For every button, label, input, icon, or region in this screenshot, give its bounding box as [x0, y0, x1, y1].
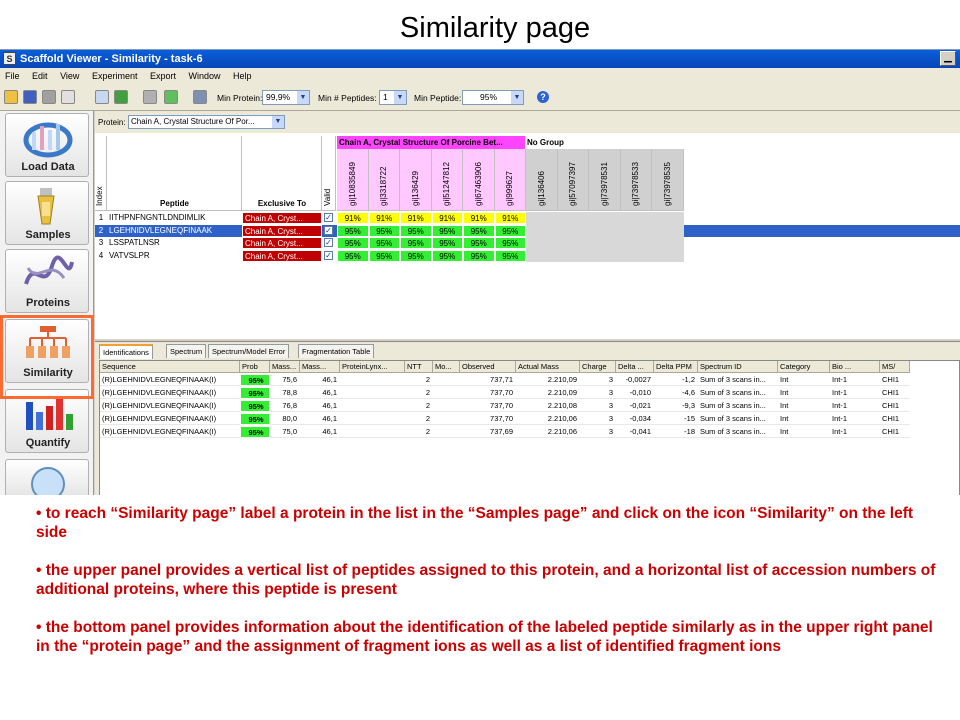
empty-column-fill: [652, 212, 684, 262]
table-cell: -0,010: [616, 387, 654, 399]
column-header[interactable]: Charge: [580, 361, 616, 373]
accession-header[interactable]: gi|51247812: [432, 149, 464, 211]
valid-header[interactable]: Valid: [322, 136, 336, 211]
bio-icon[interactable]: [143, 90, 157, 104]
empty-column-fill: [621, 212, 653, 262]
table-cell: 46,1: [300, 387, 340, 399]
table-cell: Sum of 3 scans in...: [698, 426, 778, 438]
table-cell: 737,71: [460, 374, 516, 386]
chevron-down-icon: ▼: [297, 91, 309, 104]
table-cell: Sum of 3 scans in...: [698, 387, 778, 399]
samples-icon: [20, 186, 76, 226]
tab-fragmentation-table[interactable]: Fragmentation Table: [298, 344, 374, 358]
nav-proteins[interactable]: [5, 249, 89, 313]
peptide-sequence: LGEHNIDVLEGNEQFINAAK: [109, 225, 213, 235]
save-icon[interactable]: [23, 90, 37, 104]
table-cell: Int-1: [830, 374, 880, 386]
similarity-percent-cell: 91%: [463, 212, 495, 224]
table-cell: 2.210,08: [516, 400, 580, 412]
column-header[interactable]: Mo...: [433, 361, 460, 373]
similarity-percent-cell: 95%: [495, 237, 527, 249]
column-header[interactable]: NTT: [405, 361, 433, 373]
empty-column-fill: [589, 212, 621, 262]
table-cell: [433, 374, 460, 386]
table-cell: 46,1: [300, 374, 340, 386]
menu-experiment[interactable]: Experiment: [91, 71, 138, 81]
probability-cell: 95%: [240, 426, 270, 438]
table-cell: Int: [778, 387, 830, 399]
min-protein-value: 99,9%: [266, 92, 291, 102]
table-cell: 78,8: [270, 387, 300, 399]
menu-edit[interactable]: Edit: [32, 71, 48, 81]
similarity-percent-cell: 95%: [432, 225, 464, 237]
identifications-table: [99, 360, 960, 495]
column-header[interactable]: Mass...: [300, 361, 340, 373]
slide-notes: [36, 504, 936, 675]
window-titlebar: [0, 50, 960, 68]
table-cell: -1,2: [654, 374, 698, 386]
min-peptides-value: 1: [383, 92, 388, 102]
table-cell: 2: [405, 374, 433, 386]
nav-label: Similarity: [23, 367, 73, 379]
table-cell: 3: [580, 387, 616, 399]
table-cell: Int-1: [830, 400, 880, 412]
similarity-percent-cell: 91%: [432, 212, 464, 224]
table-cell: Sum of 3 scans in...: [698, 400, 778, 412]
no-group-header: No Group: [525, 136, 684, 149]
similarity-percent-cell: 95%: [463, 225, 495, 237]
min-protein-select[interactable]: [262, 90, 310, 105]
table-cell: -15: [654, 413, 698, 425]
nav-label: Quantify: [25, 437, 71, 449]
accession-header[interactable]: gi|57097397: [558, 149, 590, 211]
left-nav: [0, 111, 94, 495]
chevron-down-icon: ▼: [272, 116, 284, 128]
table-cell: [340, 374, 405, 386]
column-header[interactable]: Actual Mass: [516, 361, 580, 373]
exclusive-to-cell: Chain A, Cryst...: [242, 250, 322, 262]
similarity-percent-cell: 95%: [495, 225, 527, 237]
menubar: [0, 68, 960, 85]
similarity-percent-cell: 95%: [369, 237, 401, 249]
table-row[interactable]: [100, 387, 960, 399]
accession-header[interactable]: gi|73978533: [621, 149, 653, 211]
ms-icon[interactable]: [164, 90, 178, 104]
settings-icon[interactable]: [61, 90, 75, 104]
note-item: • to reach “Similarity page” label a protein in the list in the “Samples page” and click on the icon “Similarity” on the left side: [36, 505, 914, 541]
menu-view[interactable]: View: [60, 71, 80, 81]
table-cell: 46,1: [300, 413, 340, 425]
table-cell: -0,021: [616, 400, 654, 412]
similarity-percent-cell: 95%: [337, 250, 369, 262]
table-cell: 737,69: [460, 426, 516, 438]
probability-cell: 95%: [240, 387, 270, 399]
chart-icon[interactable]: [193, 90, 207, 104]
table-cell: CHI1: [880, 413, 910, 425]
protein-selector-row: [95, 111, 960, 133]
proteins-icon: [20, 254, 76, 294]
similarity-percent-cell: 95%: [400, 237, 432, 249]
protein-label: Protein:: [98, 118, 126, 127]
valid-checkbox[interactable]: ✓: [325, 250, 332, 260]
table-cell: (R)LGEHNIDVLEGNEQFINAAK(I): [100, 374, 240, 386]
similarity-percent-cell: 95%: [369, 250, 401, 262]
accession-header[interactable]: gi|136429: [400, 149, 432, 211]
similarity-percent-cell: 91%: [495, 212, 527, 224]
row-index: 1: [98, 213, 104, 222]
exclusive-to-header[interactable]: Exclusive To: [242, 136, 322, 211]
table-cell: -0,0027: [616, 374, 654, 386]
table-cell: 2: [405, 387, 433, 399]
protein-select[interactable]: [128, 115, 285, 129]
table-cell: [433, 400, 460, 412]
valid-checkbox[interactable]: ✓: [325, 213, 332, 222]
table-cell: 2.210,09: [516, 387, 580, 399]
table-row[interactable]: [100, 374, 960, 386]
column-header[interactable]: MS/: [880, 361, 910, 373]
table-cell: 2.210,09: [516, 374, 580, 386]
table-cell: 3: [580, 413, 616, 425]
min-peptide-value: 95%: [480, 92, 498, 102]
column-header[interactable]: Observed: [460, 361, 516, 373]
table-cell: [433, 413, 460, 425]
identification-panel: [95, 342, 960, 495]
table-row[interactable]: [100, 400, 960, 412]
peptide-header[interactable]: Peptide: [107, 136, 242, 211]
app-icon: S: [3, 52, 16, 65]
table-cell: 2: [405, 400, 433, 412]
table-cell: (R)LGEHNIDVLEGNEQFINAAK(I): [100, 400, 240, 412]
accession-header[interactable]: gi|999627: [495, 149, 527, 211]
table-cell: -0,034: [616, 413, 654, 425]
table-cell: Int: [778, 426, 830, 438]
peptide-sequence: VATVSLPR: [109, 250, 150, 260]
similarity-percent-cell: 91%: [337, 212, 369, 224]
accession-header[interactable]: gi|136406: [526, 149, 558, 211]
table-cell: 75,6: [270, 374, 300, 386]
accession-header[interactable]: gi|10835849: [337, 149, 369, 211]
load-data-icon: [20, 118, 76, 158]
similarity-percent-cell: 95%: [369, 225, 401, 237]
globe-icon: [20, 464, 76, 495]
table-cell: Sum of 3 scans in...: [698, 374, 778, 386]
table-cell: CHI1: [880, 426, 910, 438]
column-header[interactable]: Delta PPM: [654, 361, 698, 373]
similarity-percent-cell: 95%: [400, 250, 432, 262]
toolbar: [0, 85, 960, 111]
empty-column-fill: [558, 212, 590, 262]
copy-icon[interactable]: [95, 90, 109, 104]
minimize-button[interactable]: ▁: [940, 51, 956, 66]
tab-spectrum-model-error[interactable]: Spectrum/Model Error: [208, 344, 289, 358]
min-peptide-label: Min Peptide:: [414, 93, 462, 103]
menu-export[interactable]: Export: [149, 71, 176, 81]
column-header[interactable]: Sequence: [100, 361, 240, 373]
peptide-similarity-panel: [95, 111, 960, 338]
table-cell: [433, 387, 460, 399]
table-cell: 737,70: [460, 400, 516, 412]
table-cell: 737,70: [460, 387, 516, 399]
min-peptide-select[interactable]: [462, 90, 524, 105]
table-cell: -0,041: [616, 426, 654, 438]
table-cell: [340, 426, 405, 438]
table-cell: -9,3: [654, 400, 698, 412]
export-excel-icon[interactable]: [114, 90, 128, 104]
note-item: • the bottom panel provides information about the identification of the labeled peptide similarly as in the upper right panel in the “protein page” and the assignment of fragment ions as well as a list of identified fragment ions: [36, 619, 933, 655]
slide-title: Similarity page: [399, 12, 591, 44]
print-icon[interactable]: [42, 90, 56, 104]
peptide-sequence: LSSPATLNSR: [109, 238, 160, 247]
valid-checkbox[interactable]: ✓: [325, 225, 332, 235]
similarity-grid: [95, 136, 960, 336]
table-cell: [433, 426, 460, 438]
table-cell: 2: [405, 426, 433, 438]
column-header[interactable]: Delta ...: [616, 361, 654, 373]
empty-column-fill: [526, 212, 558, 262]
column-header[interactable]: Prob: [240, 361, 270, 373]
scaffold-window: [0, 49, 960, 495]
table-cell: Int-1: [830, 413, 880, 425]
similarity-highlight-frame: [0, 315, 94, 399]
chevron-down-icon: ▼: [394, 91, 406, 104]
menu-file[interactable]: File: [5, 71, 20, 81]
open-folder-icon[interactable]: [4, 90, 18, 104]
table-cell: -4,6: [654, 387, 698, 399]
column-header[interactable]: Mass...: [270, 361, 300, 373]
table-cell: 76,8: [270, 400, 300, 412]
table-cell: Sum of 3 scans in...: [698, 413, 778, 425]
column-header[interactable]: Bio ...: [830, 361, 880, 373]
similarity-percent-cell: 95%: [337, 237, 369, 249]
tab-identifications[interactable]: Identifications: [99, 344, 153, 359]
nav-label: Load Data: [21, 161, 75, 173]
min-protein-label: Min Protein:: [217, 93, 263, 103]
accession-header[interactable]: gi|3318722: [369, 149, 401, 211]
tab-spectrum[interactable]: Spectrum: [166, 344, 206, 358]
table-cell: [340, 413, 405, 425]
index-header[interactable]: Index: [95, 136, 107, 211]
similarity-percent-cell: 95%: [432, 237, 464, 249]
min-peptides-select[interactable]: [379, 90, 407, 105]
table-cell: (R)LGEHNIDVLEGNEQFINAAK(I): [100, 387, 240, 399]
column-header[interactable]: ProteinLynx...: [340, 361, 405, 373]
table-cell: CHI1: [880, 387, 910, 399]
row-index: 3: [98, 238, 104, 247]
table-cell: -18: [654, 426, 698, 438]
table-cell: (R)LGEHNIDVLEGNEQFINAAK(I): [100, 426, 240, 438]
accession-header[interactable]: gi|73978535: [652, 149, 684, 211]
similarity-percent-cell: 95%: [463, 237, 495, 249]
table-row[interactable]: [100, 413, 960, 425]
table-cell: 3: [580, 374, 616, 386]
similarity-percent-cell: 95%: [400, 225, 432, 237]
valid-checkbox[interactable]: ✓: [325, 238, 332, 247]
table-cell: 737,70: [460, 413, 516, 425]
table-cell: Int: [778, 413, 830, 425]
table-cell: 2.210,06: [516, 413, 580, 425]
table-cell: 2: [405, 413, 433, 425]
window-title: Scaffold Viewer - Similarity - task-6: [20, 53, 203, 65]
note-item: • the upper panel provides a vertical list of peptides assigned to this protein, and a horizontal list of accession numbers of additional proteins, where this peptide is present: [36, 562, 936, 598]
nav-label: Samples: [25, 229, 71, 241]
column-header[interactable]: Spectrum ID: [698, 361, 778, 373]
table-cell: 46,1: [300, 400, 340, 412]
quantify-icon: [20, 394, 76, 434]
table-cell: [340, 387, 405, 399]
table-cell: 3: [580, 426, 616, 438]
nav-load-data[interactable]: [5, 113, 89, 177]
similarity-percent-cell: 95%: [432, 250, 464, 262]
table-row[interactable]: [100, 426, 960, 438]
table-cell: 2.210,06: [516, 426, 580, 438]
menu-window[interactable]: Window: [188, 71, 221, 81]
table-cell: Int: [778, 374, 830, 386]
accession-header[interactable]: gi|67463906: [463, 149, 495, 211]
min-peptides-label: Min # Peptides:: [318, 93, 377, 103]
row-index: 4: [98, 250, 104, 260]
accession-header[interactable]: gi|73978531: [589, 149, 621, 211]
nav-more[interactable]: [5, 459, 89, 495]
table-cell: 3: [580, 400, 616, 412]
nav-label: Proteins: [25, 297, 70, 309]
similarity-percent-cell: 91%: [400, 212, 432, 224]
similarity-percent-cell: 95%: [337, 225, 369, 237]
probability-cell: 95%: [240, 374, 270, 386]
similarity-percent-cell: 95%: [463, 250, 495, 262]
menu-help[interactable]: Help: [233, 71, 252, 81]
exclusive-to-cell: Chain A, Cryst...: [242, 212, 322, 224]
table-cell: Int: [778, 400, 830, 412]
probability-cell: 95%: [240, 413, 270, 425]
table-cell: [340, 400, 405, 412]
table-cell: (R)LGEHNIDVLEGNEQFINAAK(I): [100, 413, 240, 425]
table-cell: 80,0: [270, 413, 300, 425]
protein-select-value: Chain A, Crystal Structure Of Por...: [131, 117, 255, 126]
table-cell: Int-1: [830, 426, 880, 438]
table-cell: 75,0: [270, 426, 300, 438]
table-cell: Int-1: [830, 387, 880, 399]
exclusive-to-cell: Chain A, Cryst...: [242, 237, 322, 249]
similarity-percent-cell: 95%: [495, 250, 527, 262]
table-cell: CHI1: [880, 400, 910, 412]
peptide-sequence: IITHPNFNGNTLDNDIMLIK: [109, 213, 206, 222]
table-cell: CHI1: [880, 374, 910, 386]
chevron-down-icon: ▼: [511, 91, 523, 104]
table-cell: 46,1: [300, 426, 340, 438]
nav-samples[interactable]: [5, 181, 89, 245]
protein-group-header: Chain A, Crystal Structure Of Porcine Bet...: [337, 136, 525, 149]
probability-cell: 95%: [240, 400, 270, 412]
row-index: 2: [98, 225, 104, 235]
help-icon[interactable]: ?: [537, 91, 549, 103]
column-header[interactable]: Category: [778, 361, 830, 373]
similarity-percent-cell: 91%: [369, 212, 401, 224]
exclusive-to-cell: Chain A, Cryst...: [242, 225, 322, 237]
